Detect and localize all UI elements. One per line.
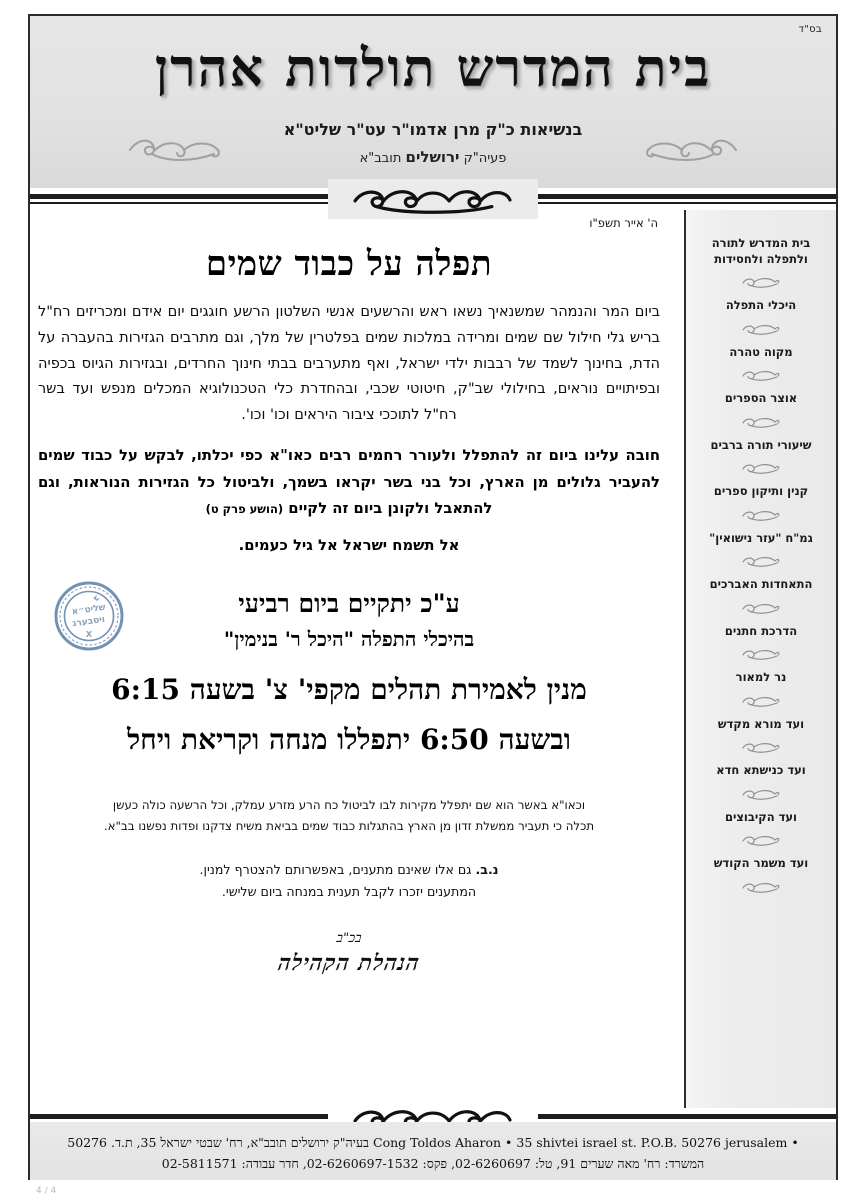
masthead-divider [30,188,836,210]
announcement-line-2: בהיכלי התפלה "היכל ר' בנימין" [223,627,475,652]
sidebar-item-0[interactable]: בית המדרש לתורה ולתפלה ולחסידות [711,236,811,266]
sidebar-item-3[interactable]: אוצר הספרים [724,391,798,406]
sidebar-item-4[interactable]: שיעורי תורה ברבים [710,437,812,452]
svg-text:X: X [85,630,93,640]
rubber-stamp-icon [52,579,126,653]
sidebar-separator-icon [739,367,783,383]
sidebar-item-12[interactable]: ועד הקיבוצים [725,809,797,824]
footer [30,1122,836,1180]
paragraph-2-text-a: חובה עלינו ביום זה להתפלל ולעורר רחמים רבים כאו"א כפי יכלתו, לבקש על כבוד שמים להעביר גלולים מן הארץ, וכל בני בשר יקראו בשמך, ולביטול כל הגזירות הנוראות, וגם להתאבל ולקונן ביום זה לקיים [38,446,660,518]
page-title: תפלה על כבוד שמים [205,244,493,284]
sidebar-separator-icon [739,321,783,337]
nb-note [38,859,660,904]
signature-name: הנהלת הקהילה [276,949,422,976]
city-prefix: פעיה"ק [463,151,507,166]
sidebar-item-6[interactable]: גמ"ח "עזר נישואין" [709,530,813,545]
sidebar-item-11[interactable]: ועד כנישתא חדא [716,763,806,778]
event-announcement-block [38,587,660,761]
closing-note-line-2: תכלה כי תעביר ממשלת זדון מן הארץ בהתגלות כבוד שמים בביאת משיח צדקנו ופדות נפשנו בב"א. [103,818,595,833]
city-line [30,148,836,166]
sidebar-separator-icon [739,274,783,290]
scripture-source-reference: (הושע פרק ט) [205,502,284,517]
sidebar-separator-icon [739,460,783,476]
sidebar-item-13[interactable]: ועד משמר הקודש [713,856,809,871]
main-text-column [30,210,678,1108]
sidebar-item-9[interactable]: נר למאור [735,670,787,685]
sidebar-separator-icon [739,600,783,616]
sidebar-separator-icon [739,739,783,755]
announcement-line-1: ע"כ יתקיים ביום רביעי [238,589,460,619]
sidebar-separator-icon [739,646,783,662]
svg-text:שליט״א: שליט״א [71,603,107,618]
city-name: ירושלים [405,148,460,166]
nb-note-line-2: המתענים יזכרו לקבל תענית במנחה ביום שלישי. [221,884,477,900]
announcement-time-tehillim: מנין לאמירת תהלים מקפי' צ' בשעה 6:15 [111,673,587,707]
sidebar-item-5[interactable]: קנין ותיקון ספרים [713,484,809,499]
city-suffix: תובב"א [359,151,402,166]
footer-address-hebrew: בעיה"ק ירושלים תובב"א, רח' שבטי ישראל 35, ת.ד. 50276 [67,1135,370,1150]
sidebar-separator-icon [739,693,783,709]
masthead [30,16,836,188]
svg-text:ויסבערג: ויסבערג [71,615,106,630]
sidebar-separator-icon [739,553,783,569]
closing-note-line-1: וכאו"א באשר הוא שם יתפלל מקירות לבו לביטול כח הרע מזרע עמלק, וכל הרשעה כולה כעשן [112,798,586,813]
institutions-sidebar [684,210,836,1108]
sidebar-separator-icon [739,414,783,430]
organization-title: בית המדרש תולדות אהרן [154,38,712,99]
page-corner-mark: 4 / 4 [36,1186,57,1196]
sidebar-item-10[interactable]: ועד מורא מקדש [717,716,805,731]
hebrew-date: ה' אייר תשפ"ו [589,216,658,230]
sidebar-separator-icon [739,507,783,523]
footer-contact-line: המשרד: רח' מאה שערים 91, טל: 02-6260697, פקס: 02-6260697-1532, חדר עבודה: 02-5811571 [161,1156,705,1172]
body-paragraph-2 [38,443,660,523]
sidebar-separator-icon [739,786,783,802]
sidebar-separator-icon [739,879,783,895]
footer-address-english: Cong Toldos Aharon • 35 shivtei israel st. P.O.B. 50276 jerusalem • [373,1135,799,1150]
bsd-marker: בס"ד [798,24,822,35]
sidebar-item-2[interactable]: מקוה טהרה [729,344,793,359]
announcement-time-mincha: ובשעה 6:50 יתפללו מנחה וקריאת ויחל [127,723,571,757]
presidency-line: בנשיאות כ"ק מרן אדמו"ר עט"ר שליט"א [283,120,583,139]
sidebar-item-8[interactable]: הדרכת חתנים [724,623,798,638]
sidebar-separator-icon [739,832,783,848]
footer-address-line [30,1132,836,1153]
sidebar-item-1[interactable]: היכלי התפלה [725,298,797,313]
nb-note-line-1 [38,859,660,882]
signature-prefix: בכ"ב [335,930,363,946]
body-paragraph-1: ביום המר והנמהר שמשנאיך נשאו ראש והרשעים אנשי השלטון הרשע חוגגים יום אידם ומכריזים רח"ל בריש גלי חילול שם שמים ומרידה במלכות שמים בפלטרין של מלך, וגם מתרבים הגזירות בהעברה על הדת, בחינוך לשמד של רבבות ילדי ישראל, ואף מתערבים בבתי חינוך החרדים, ובגזירות הגיוס בכפיה ובפיתויים נוראים, בחילולי שב"ק, חיטוטי שכבי, ובהחדרת כלי הטכנולוגיא המכלים מנפש ועד בשר רח"ל לתוככי ציבור היראים וכו' וכו'. [38,304,660,424]
content-area [30,210,836,1108]
nb-label: נ.ב. [475,861,499,877]
sidebar-item-7[interactable]: התאחדות האברכים [709,577,813,592]
nb-note-text-1: גם אלו שאינם מתענים, באפשרותם להצטרף למנין. [199,861,472,877]
body-paragraph-2-quote: אל תשמח ישראל אל גיל כעמים. [238,536,460,554]
closing-note [38,795,660,836]
signature-block [38,930,660,976]
